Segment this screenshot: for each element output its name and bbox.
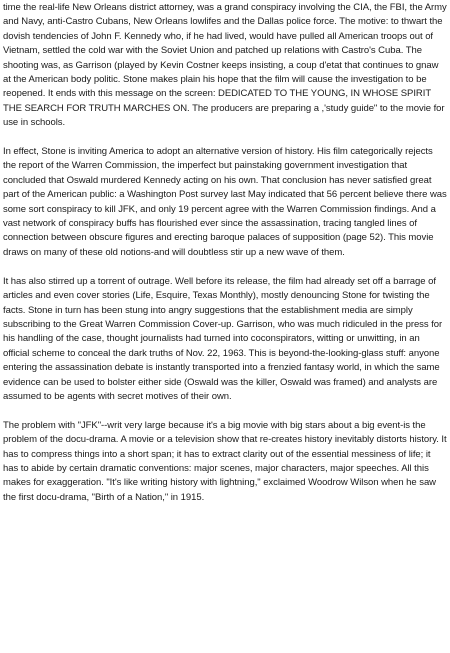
- paragraph-2: In effect, Stone is inviting America to adopt an alternative version of history. His film categorically rejects the report of the Warren Commission, the imperfect but painstaking government investigation that concluded that Oswald murdered Kennedy acting on his own. That conclusion has never satisfied great part of the American public: a Washington Post survey last May indicated that 56 percent believe there was some sort conspiracy to kill JFK, and only 19 percent agree with the Warren Commission findings. And a vast network of conspiracy buffs has flourished ever since the assassination, tracing tangled lines of connection between obscure figures and erecting baroque palaces of supposition (page 52). This movie draws on many of these old notions-and will doubtless stir up a new wave of them.: [3, 146, 447, 258]
- paragraph-1: time the real-life New Orleans district attorney, was a grand conspiracy involving the CIA, the FBI, the Army and Navy, anti-Castro Cubans, New Orleans lowlifes and the Dallas police force. The motive: to thwart the dovish tendencies of John F. Kennedy who, if he had lived, would have pulled all American troops out of Vietnam, settled the cold war with the Soviet Union and patched up relations with Castro's Cuba. The shooting was, as Garrison (played by Kevin Costner keeps insisting, a coup d'etat that continues to gnaw at the American body politic. Stone makes plain his hope that the film will cause the investigation to be reopened. It ends with this message on the screen: DEDICATED TO THE YOUNG, IN WHOSE SPIRIT THE SEARCH FOR TRUTH MARCHES ON. The producers are preparing a ,'study guide" to the movie for use in schools.: [3, 2, 447, 129]
- paragraph-3: It has also stirred up a torrent of outrage. Well before its release, the film had already set off a barrage of articles and even cover stories (Life, Esquire, Texas Monthly), mostly denouncing Stone for twisting the facts. Stone in turn has been stung into angry suggestions that the establishment media are simply subscribing to the Great Warren Commission Cover-up. Garrison, who was much ridiculed in the press for his handling of the case, thought journalists had turned into coconspirators, witting or unwitting, in an official scheme to conceal the dark truths of Nov. 22, 1963. This is beyond-the-looking-glass stuff: anyone entering the assassination debate is instantly transported into a frenzied fantasy world, in which the same evidence can be used to bolster either side (Oswald was the killer, Oswald was framed) and analysts are assumed to be agents with secret motives of their own.: [3, 275, 443, 402]
- paragraph-4: The problem with "JFK"--writ very large because it's a big movie with big stars about a big event-is the problem of the docu-drama. A movie or a television show that re-creates history inevitably distorts history. It has to compress things into a short span; it has to extract clarity out of the essential messiness of life; it has to abide by certain dramatic conventions: major scenes, major characters, major speeches. All this makes for exaggeration. "It's like writing history with lightning," exclaimed Woodrow Wilson when he saw the first docu-drama, "Birth of a Nation," in 1915.: [3, 419, 447, 503]
